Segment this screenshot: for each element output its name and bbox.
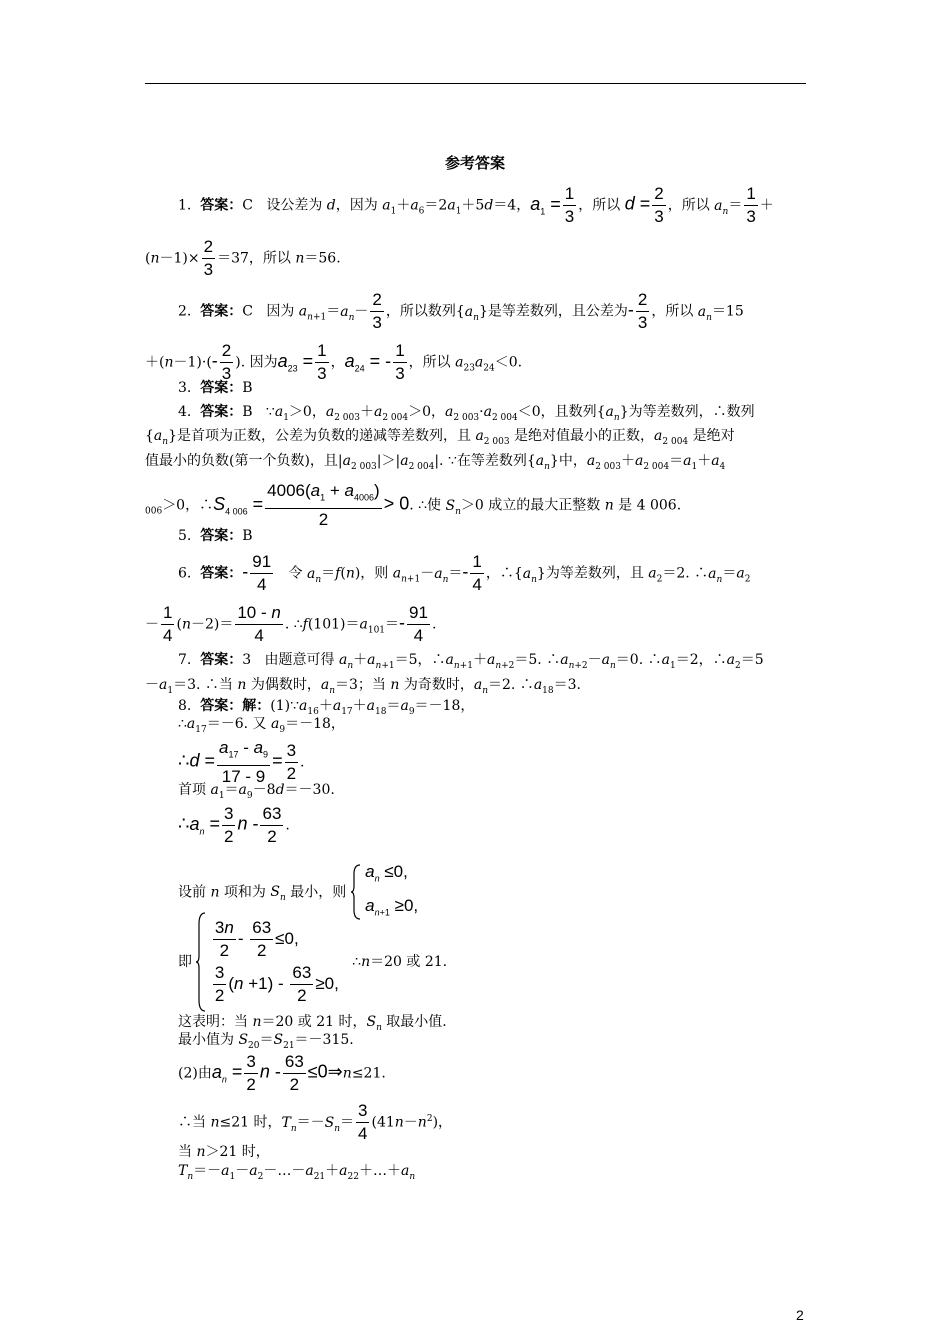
- answer-number: 1.: [178, 197, 192, 214]
- answer-label: 答案：: [200, 565, 243, 582]
- answer-label: 答案：: [200, 528, 243, 544]
- answer-2-line-2: ＋(n－1)·(- $\frac{2}{3}$ ). 因为$a_{23}$ = $\frac{1}{3}$ ，$a_{24}$ = - $\frac{1}{3}$ ，所以 $a_{23}a_{24}<0$.: [145, 341, 523, 383]
- answer-3-line: [178, 379, 253, 397]
- answer-label: 答案：解：: [200, 698, 271, 714]
- answer-7-line-2: $-a_1=3$. ∴当 n 为偶数时，$a_n=3$；当 n 为奇数时，$a_n=2$. $\therefore a_{18}=3$.: [145, 677, 581, 696]
- answer-label: 答案：: [200, 404, 243, 420]
- answer-letter: B: [242, 380, 253, 396]
- answer-8-line-2: $\therefore a_{17}=-6$. 又 $a_9=-18$，: [178, 716, 345, 735]
- answer-2-line-1: 2. 答案：C 因为 $a_{n+1}=a_n-$ $\frac{2}{3}$ ，所以数列$\{a_n\}$是等差数列，且公差为- $\frac{2}{3}$ ，所以 $a_n=15$: [178, 290, 744, 332]
- answer-4-line-2: $\{a_n\}$是首项为正数，公差为负数的递减等差数列，且 $a_{2 003}$ 是绝对值最小的正数，$a_{2 004}$ 是绝对: [145, 428, 735, 447]
- answer-number: 2.: [178, 303, 192, 320]
- answer-8-line-5: $\therefore a_n$ = $\frac{3}{2}$ n - $\frac{63}{2}$ .: [178, 804, 290, 846]
- answer-8-line-4: 首项 $a_1=a_9-8d=-30$.: [178, 782, 335, 801]
- answer-1-line-2: (n－1)× $\frac{2}{3}$ ＝37，所以 n＝56.: [145, 237, 341, 279]
- answer-label: 答案：: [200, 380, 243, 396]
- answer-number: 6.: [178, 565, 192, 582]
- answer-7-line-1: 7. 答案：3 由题意可得 $a_n+a_{n+1}=5$，$\therefore a_{n+1}+a_{n+2}=5$. $\therefore a_{n+2}-a_n=0$. $\therefore a_1=2$，$\therefore a_2=5$: [178, 652, 764, 671]
- page-title: 参考答案: [444, 154, 505, 172]
- answer-8-line-10: (2)由$a_n$ = $\frac{3}{2}$ n - $\frac{63}{2}$ ≤0⇒n≤21.: [178, 1052, 386, 1094]
- answer-8-line-7: 即 $\frac{3n}{2}$ - $\frac{63}{2}$ ≤0, $\frac{3}{2}$ (n +1) - $\frac{63}{2}$ ≥0, ∴n＝20 或 21.: [178, 912, 447, 1012]
- answer-number: 4.: [178, 404, 192, 420]
- answer-8-line-11: ∴当 n≤21 时，$T_n=-S_n=$ $\frac{3}{4}$ $(41n-n^2)$，: [178, 1101, 453, 1143]
- answer-letter: C: [242, 197, 253, 214]
- page-number: 2: [796, 1307, 804, 1323]
- answer-letter: C: [242, 303, 253, 320]
- answer-letter: 3: [242, 652, 252, 668]
- answer-8-line-6: 设前 n 项和为 $S_n$ 最小，则 $a_n \le 0$, $a_{n+1} \ge 0$,: [178, 858, 418, 927]
- answer-4-line-3: 值最小的负数(第一个负数)，且$|a_{2 003}|>|a_{2 004}|$. ∵在等差数列$\{a_n\}$中，$a_{2 003}+a_{2 004}=a_1+a_4$: [145, 453, 726, 472]
- answer-number: 7.: [178, 652, 192, 668]
- answer-4-line-1: 4. 答案：B $\because a_1>0$，$a_{2 003}+a_{2 004}>0$，$a_{2 003}\cdot a_{2 004}<0$，且数列$\{a_n\}$为等差数列，∴数列: [178, 404, 755, 423]
- answer-label: 答案：: [200, 303, 243, 320]
- answer-6-line-2: － $\frac{1}{4}$ (n－2)＝ $\frac{10 - n}{4}$ . $\therefore f(101)=a_{101}=-$ $\frac{91}{4}$ .: [145, 603, 437, 645]
- answer-letter: B: [242, 404, 253, 420]
- answer-number: 8.: [178, 698, 192, 714]
- header-rule: [145, 83, 806, 84]
- answer-4-line-4: $_{006}$＞0，$\therefore S_{4 006}$ = $\frac{4006(a_1 + a_{4006})}{2}$ > 0. ∴使 $S_n>0$ 成立的最大正整数 n 是 4 006.: [145, 481, 682, 530]
- answer-letter: B: [242, 528, 253, 544]
- answer-6-line-1: 6. 答案：- $\frac{91}{4}$ 令 $a_n=f(n)$，则 $a_{n+1}-a_n=-$ $\frac{1}{4}$ ，$\therefore\{a_n\}$为等差数列，且 $a_2=2$. $\therefore a_n=a_2$: [178, 552, 751, 594]
- answer-number: 5.: [178, 528, 192, 544]
- answer-label: 答案：: [200, 197, 243, 214]
- answer-8-line-13: $T_n=-a_1-a_2-\dots-a_{21}+a_{22}+\dots+a_n$: [178, 1163, 416, 1182]
- left-brace-icon: [196, 912, 206, 1012]
- answer-number: 3.: [178, 380, 192, 396]
- answer-5-line: [178, 527, 253, 545]
- answer-8-line-8: 这表明：当 n＝20 或 21 时，$S_n$ 取最小值.: [178, 1014, 447, 1033]
- answer-8-line-3: ∴d = $\frac{a_{17} - a_9}{17 - 9}$ = $\frac{3}{2}$ .: [178, 738, 305, 787]
- answer-8-line-1: 8. 答案：解：$(1)\because a_{16}+a_{17}+a_{18}=a_9=-18$，: [178, 698, 475, 717]
- answer-8-line-12: 当 n＞21 时，: [178, 1144, 270, 1160]
- answer-label: 答案：: [200, 652, 243, 668]
- answer-1-line-1: 1. 答案：C 设公差为 d，因为 $a_1+a_6=2a_1+5d=4$，$a_1$ = $\frac{1}{3}$ ，所以 d = $\frac{2}{3}$ ，所以 $a_n=$ $\frac{1}{3}$ ＋: [178, 184, 774, 226]
- answer-8-line-9: 最小值为 $S_{20}=S_{21}=-315$.: [178, 1032, 354, 1051]
